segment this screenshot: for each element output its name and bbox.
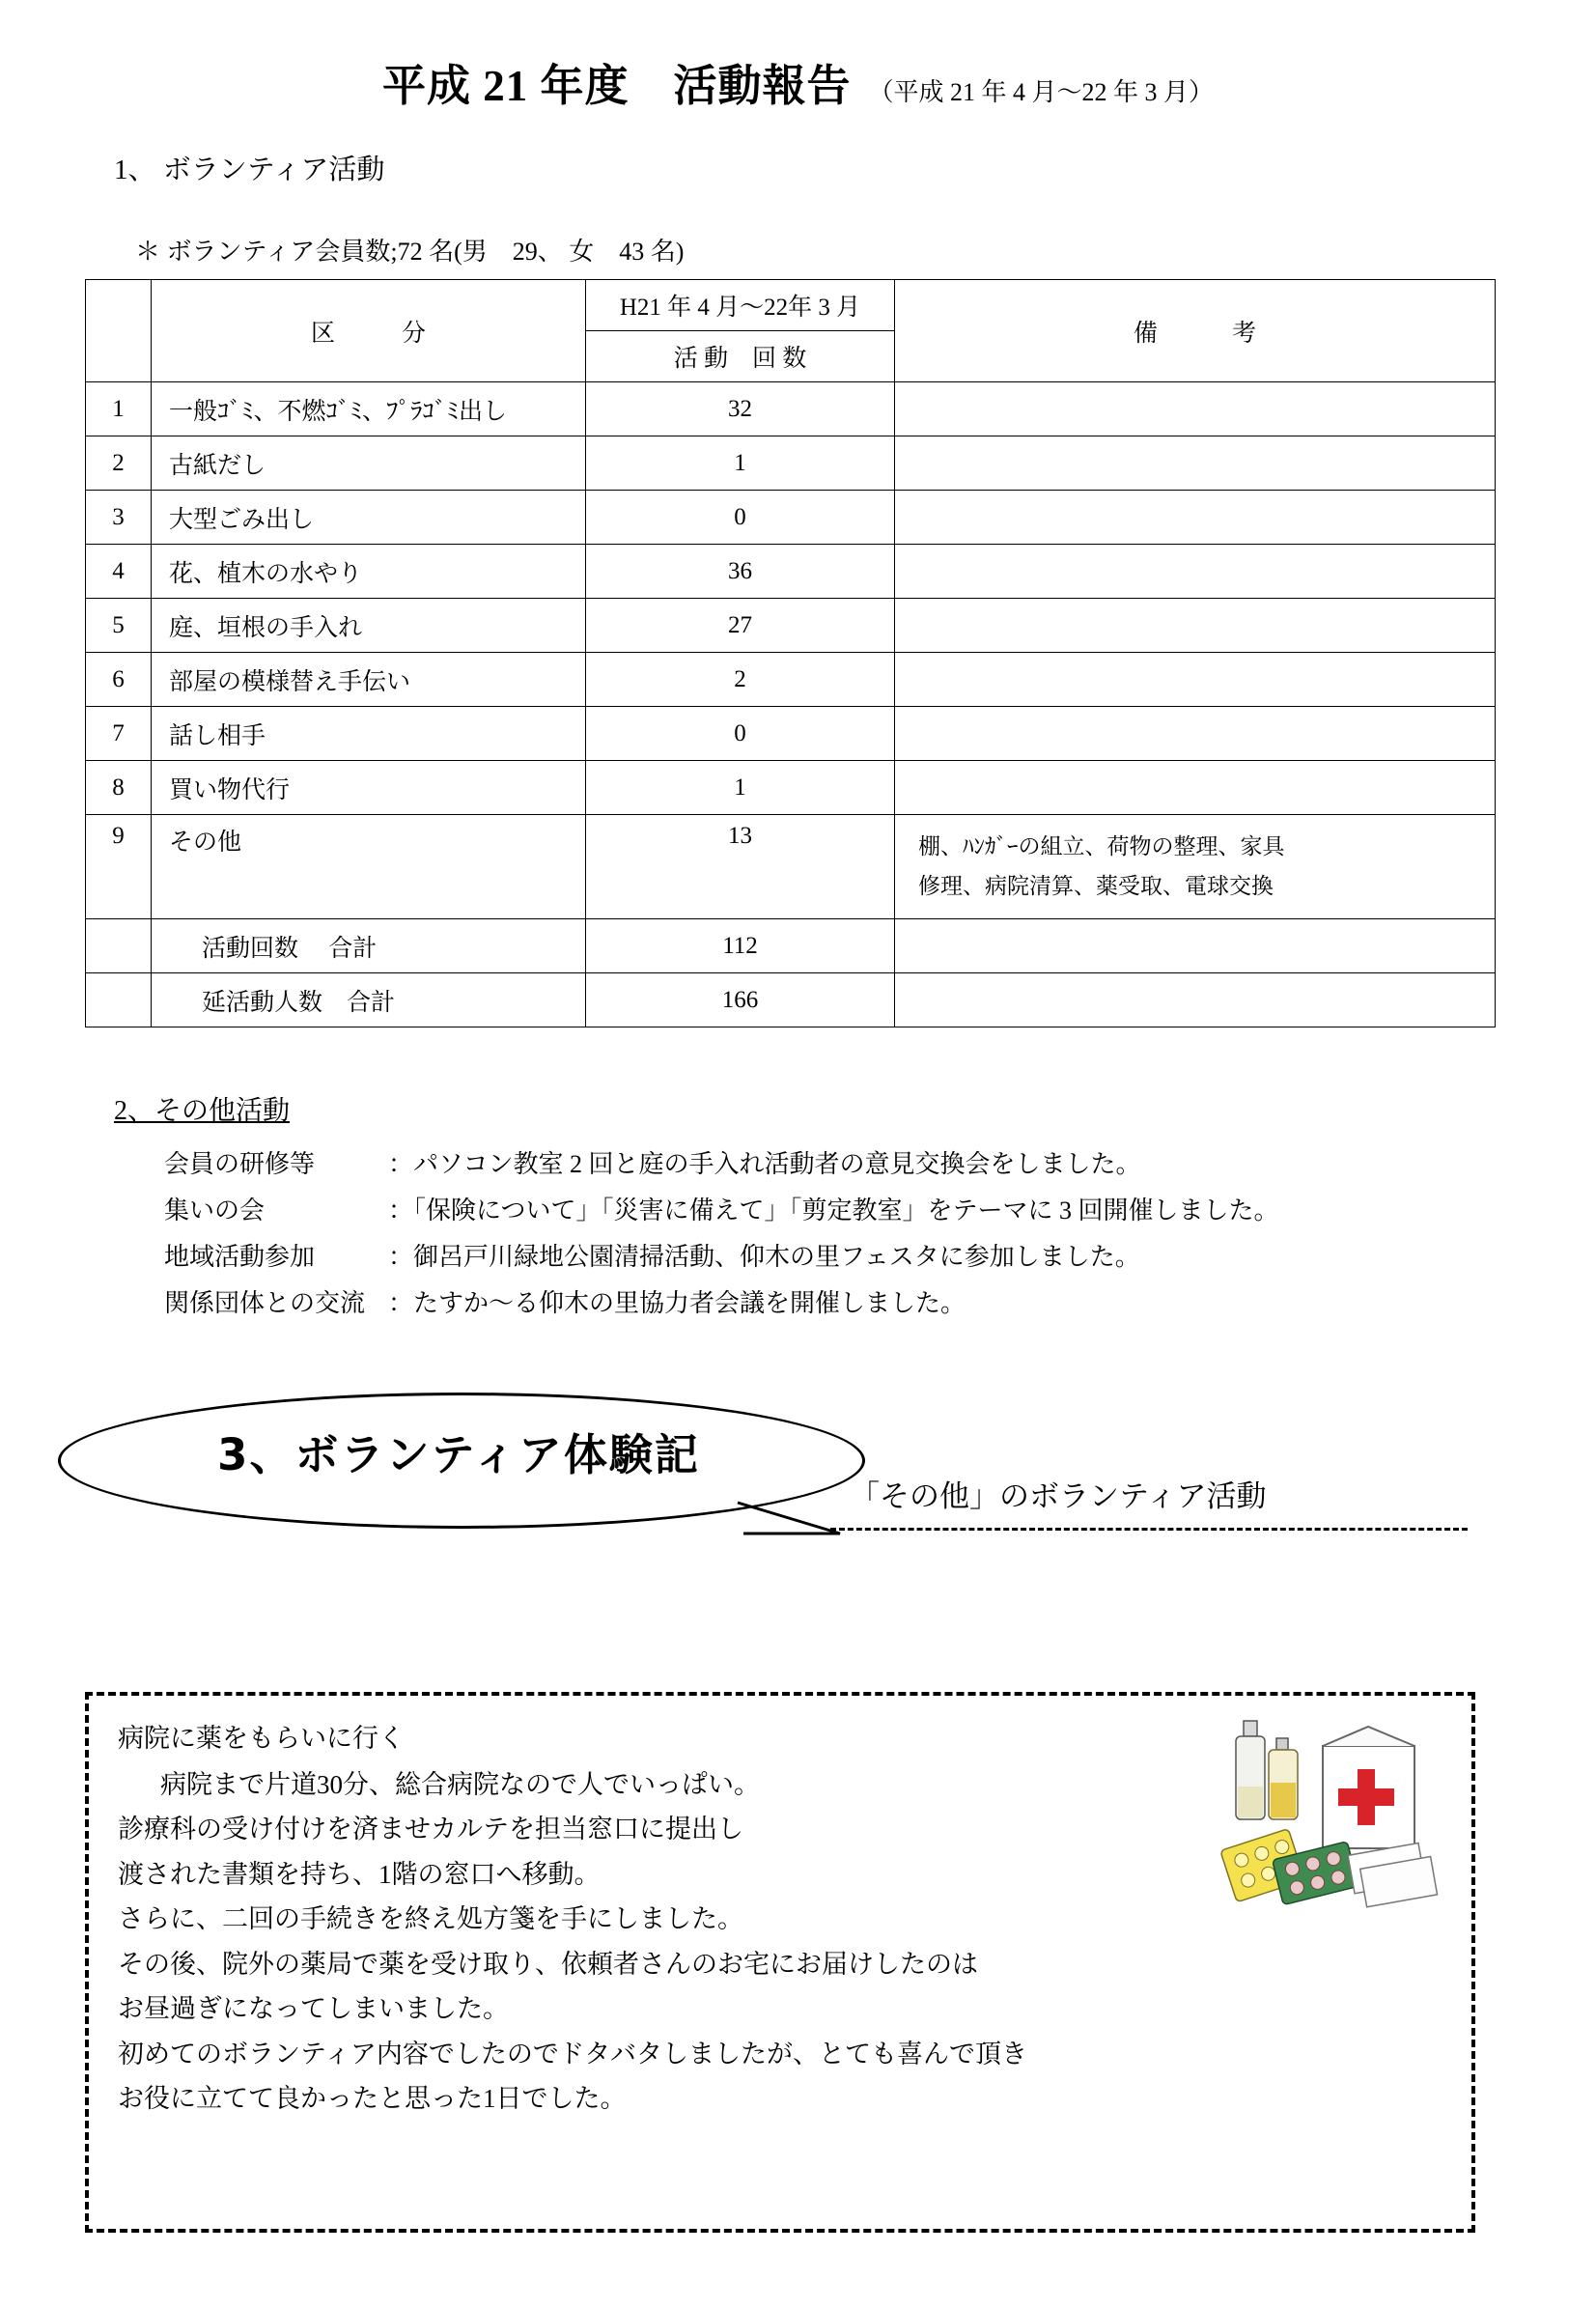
table-row	[86, 491, 1496, 545]
experience-line: お役に立てて良かったと思った1日でした。	[118, 2084, 627, 2114]
experience-box	[85, 1692, 1475, 2233]
row-label: 話し相手	[152, 707, 586, 761]
dashed-divider	[830, 1528, 1468, 1531]
table-row	[86, 545, 1496, 599]
row-no: 7	[86, 707, 152, 761]
row-label: 大型ごみ出し	[152, 491, 586, 545]
row-no: 5	[86, 599, 152, 653]
row-no: 6	[86, 653, 152, 707]
row-note	[895, 653, 1496, 707]
title-main-text: 平成 21 年度 活動報告	[381, 62, 852, 110]
list-item-value: ：御呂戸川緑地公園清掃活動、仰木の里フェスタに参加しました。	[388, 1243, 1140, 1272]
section3-callout-text: 3、ボランティア体験記	[217, 1429, 700, 1481]
total-no-blank	[86, 919, 152, 973]
row-note	[895, 599, 1496, 653]
row-label: 一般ｺﾞﾐ、不燃ｺﾞﾐ、ﾌﾟﾗｺﾞﾐ出し	[152, 382, 586, 436]
row-count: 32	[586, 382, 895, 436]
row-label: 庭、垣根の手入れ	[152, 599, 586, 653]
experience-line: その後、院外の薬局で薬を受け取り、依頼者さんのお宅にお届けしたのは	[118, 1949, 978, 1979]
row-note	[895, 545, 1496, 599]
row-count: 36	[586, 545, 895, 599]
row-count: 0	[586, 491, 895, 545]
experience-line: 渡された書類を持ち、1階の窓口へ移動。	[118, 1859, 601, 1889]
document-page	[0, 50, 1596, 2308]
list-item-value: ：たすか～る仰木の里協力者会議を開催しました。	[388, 1289, 966, 1318]
row-no: 9	[86, 815, 152, 919]
experience-heading: 病院に薬をもらいに行く	[118, 1724, 405, 1753]
header-count: 活 動 回 数	[586, 331, 895, 382]
section2	[0, 1027, 1596, 1327]
list-item	[164, 1141, 1596, 1188]
section1-heading: 1、 ボランティア活動	[114, 155, 385, 185]
table-row	[86, 436, 1496, 491]
table-row	[86, 599, 1496, 653]
header-bikou: 備 考	[895, 280, 1496, 382]
other-activity-title: 「その他」のボランティア活動	[850, 1479, 1267, 1514]
row-label: その他	[152, 815, 586, 919]
section2-list	[164, 1141, 1596, 1327]
row-no: 8	[86, 761, 152, 815]
list-item	[164, 1234, 1596, 1281]
experience-line: お昼過ぎになってしまいました。	[118, 1994, 509, 2024]
row-no: 2	[86, 436, 152, 491]
experience-line: さらに、二回の手続きを終え処方箋を手にしました。	[118, 1904, 743, 1934]
row-note	[895, 707, 1496, 761]
total-count: 112	[586, 919, 895, 973]
table-header-row	[86, 280, 1496, 331]
list-item-key: 集いの会	[164, 1196, 266, 1225]
medicine-bottle-pills-icon	[1217, 1703, 1448, 1926]
total-count: 166	[586, 973, 895, 1027]
row-note	[895, 382, 1496, 436]
row-note	[895, 436, 1496, 491]
list-item-value: ：パソコン教室 2 回と庭の手入れ活動者の意見交換会をしました。	[388, 1150, 1141, 1178]
total-label: 延活動人数 合計	[152, 973, 586, 1027]
row-note	[895, 491, 1496, 545]
table-row	[86, 761, 1496, 815]
total-no-blank	[86, 973, 152, 1027]
row-label: 買い物代行	[152, 761, 586, 815]
header-blank-cell	[86, 280, 152, 382]
activity-table	[85, 279, 1496, 1027]
row-note	[895, 815, 1496, 919]
row-count: 27	[586, 599, 895, 653]
section2-heading: 2、その他活動	[114, 1096, 291, 1126]
total-note-blank	[895, 919, 1496, 973]
title-sub-text: （平成 21 年 4 月～22 年 3 月）	[868, 78, 1215, 106]
row-count: 1	[586, 761, 895, 815]
row-label: 古紙だし	[152, 436, 586, 491]
table-row	[86, 382, 1496, 436]
header-period: H21 年 4 月～22年 3 月	[586, 280, 895, 331]
row-label: 部屋の模様替え手伝い	[152, 653, 586, 707]
callout-tail-icon	[734, 1499, 859, 1543]
list-item-key: 地域活動参加	[164, 1243, 316, 1272]
row-count: 1	[586, 436, 895, 491]
experience-line: 診療科の受け付けを済ませカルテを担当窓口に提出し	[118, 1815, 743, 1844]
total-label: 活動回数 合計	[152, 919, 586, 973]
row-label: 花、植木の水やり	[152, 545, 586, 599]
experience-line: 病院まで片道30分、総合病院なので人でいっぱい。	[160, 1770, 760, 1799]
row-note	[895, 761, 1496, 815]
row-count: 0	[586, 707, 895, 761]
page-title	[0, 50, 1596, 113]
header-kubun: 区 分	[152, 280, 586, 382]
table-row-other	[86, 815, 1496, 919]
table-total-row	[86, 919, 1496, 973]
table-row	[86, 707, 1496, 761]
list-item-value: ：「保険について」「災害に備えて」「剪定教室」をテーマに 3 回開催しました。	[388, 1196, 1279, 1225]
row-count: 13	[586, 815, 895, 919]
experience-line: 初めてのボランティア内容でしたのでドタバタしましたが、とても喜んで頂き	[118, 2039, 1028, 2069]
list-item-key: 関係団体との交流	[164, 1289, 366, 1318]
list-item	[164, 1281, 1596, 1327]
list-item	[164, 1188, 1596, 1234]
table-row	[86, 653, 1496, 707]
row-no: 1	[86, 382, 152, 436]
section3-callout	[0, 1383, 1596, 1576]
row-no: 3	[86, 491, 152, 545]
row-count: 2	[586, 653, 895, 707]
list-item-key: 会員の研修等	[164, 1150, 316, 1178]
table-total-row	[86, 973, 1496, 1027]
row-note-line2: 修理、病院清算、薬受取、電球交換	[918, 873, 1274, 898]
row-no: 4	[86, 545, 152, 599]
row-note-line1: 棚、ﾊﾝｶﾞｰの組立、荷物の整理、家具	[918, 834, 1285, 859]
member-count-line: ＊ ボランティア会員数;72 名(男 29、 女 43 名)	[135, 238, 685, 266]
total-note-blank	[895, 973, 1496, 1027]
